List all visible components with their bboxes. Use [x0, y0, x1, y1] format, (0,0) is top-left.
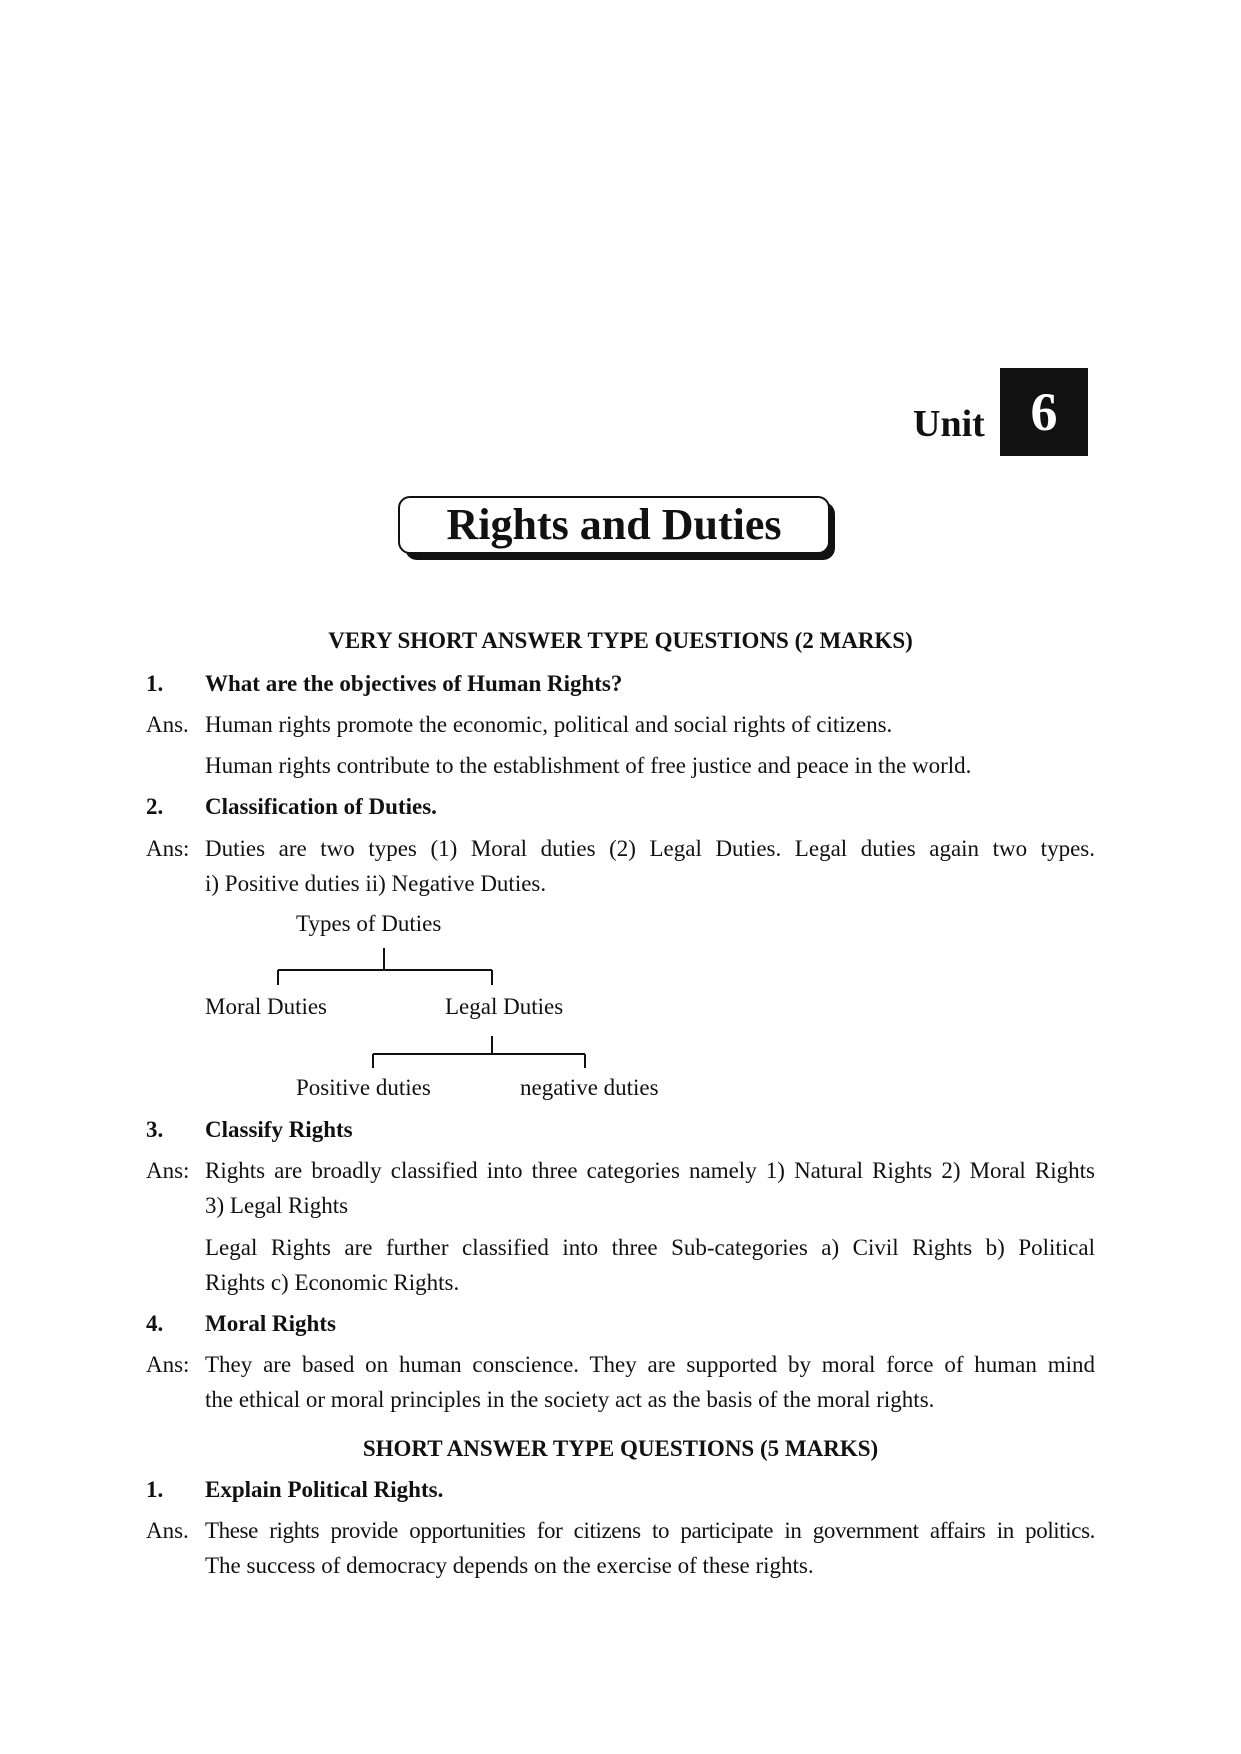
diagram-moral-duties: Moral Duties — [205, 994, 328, 1019]
diagram-negative-duties: negative duties — [520, 1075, 659, 1100]
question-number: 1. — [146, 671, 164, 696]
answer-line: Legal Rights are further classified into three Sub-categories a) Civil Rights b) Political — [205, 1235, 1095, 1260]
answer-line: the ethical or moral principles in the society act as the basis of the moral rights. — [205, 1387, 935, 1412]
question-number: 2. — [146, 794, 164, 819]
answer-line: They are based on human conscience. They are supported by moral force of human mind — [205, 1352, 1095, 1377]
question-text: What are the objectives of Human Rights? — [205, 671, 623, 696]
section-heading-very-short: VERY SHORT ANSWER TYPE QUESTIONS (2 MARKS) — [328, 628, 913, 653]
answer-line: The success of democracy depends on the exercise of these rights. — [205, 1553, 814, 1578]
question-text: Classification of Duties. — [205, 794, 437, 819]
page-title: Rights and Duties — [398, 496, 830, 554]
answer-label: Ans: — [146, 1158, 190, 1183]
unit-number-badge: 6 — [1000, 368, 1088, 456]
question-text: Moral Rights — [205, 1311, 336, 1336]
answer-line: Duties are two types (1) Moral duties (2) Legal Duties. Legal duties again two types. — [205, 836, 1095, 861]
question-number: 1. — [146, 1477, 164, 1502]
answer-label: Ans. — [146, 1518, 189, 1543]
answer-label: Ans: — [146, 1352, 190, 1377]
unit-label: Unit — [913, 403, 985, 445]
answer-line: These rights provide opportunities for citizens to participate in government affairs in politics. — [205, 1518, 1095, 1543]
question-number: 4. — [146, 1311, 164, 1336]
diagram-root-label: Types of Duties — [296, 911, 442, 936]
answer-line: Rights c) Economic Rights. — [205, 1270, 460, 1295]
diagram-positive-duties: Positive duties — [296, 1075, 431, 1100]
diagram-legal-duties: Legal Duties — [445, 994, 564, 1019]
question-number: 3. — [146, 1117, 164, 1142]
question-text: Explain Political Rights. — [205, 1477, 444, 1502]
answer-label: Ans: — [146, 836, 190, 861]
answer-line: Rights are broadly classified into three categories namely 1) Natural Rights 2) Moral Rights — [205, 1158, 1095, 1183]
question-text: Classify Rights — [205, 1117, 353, 1142]
answer-line: Human rights contribute to the establishment of free justice and peace in the world. — [205, 753, 972, 778]
answer-line: 3) Legal Rights — [205, 1193, 349, 1218]
section-heading-short: SHORT ANSWER TYPE QUESTIONS (5 MARKS) — [362, 1436, 879, 1461]
answer-line: i) Positive duties ii) Negative Duties. — [205, 871, 547, 896]
answer-line: Human rights promote the economic, political and social rights of citizens. — [205, 712, 893, 737]
answer-label: Ans. — [146, 712, 189, 737]
